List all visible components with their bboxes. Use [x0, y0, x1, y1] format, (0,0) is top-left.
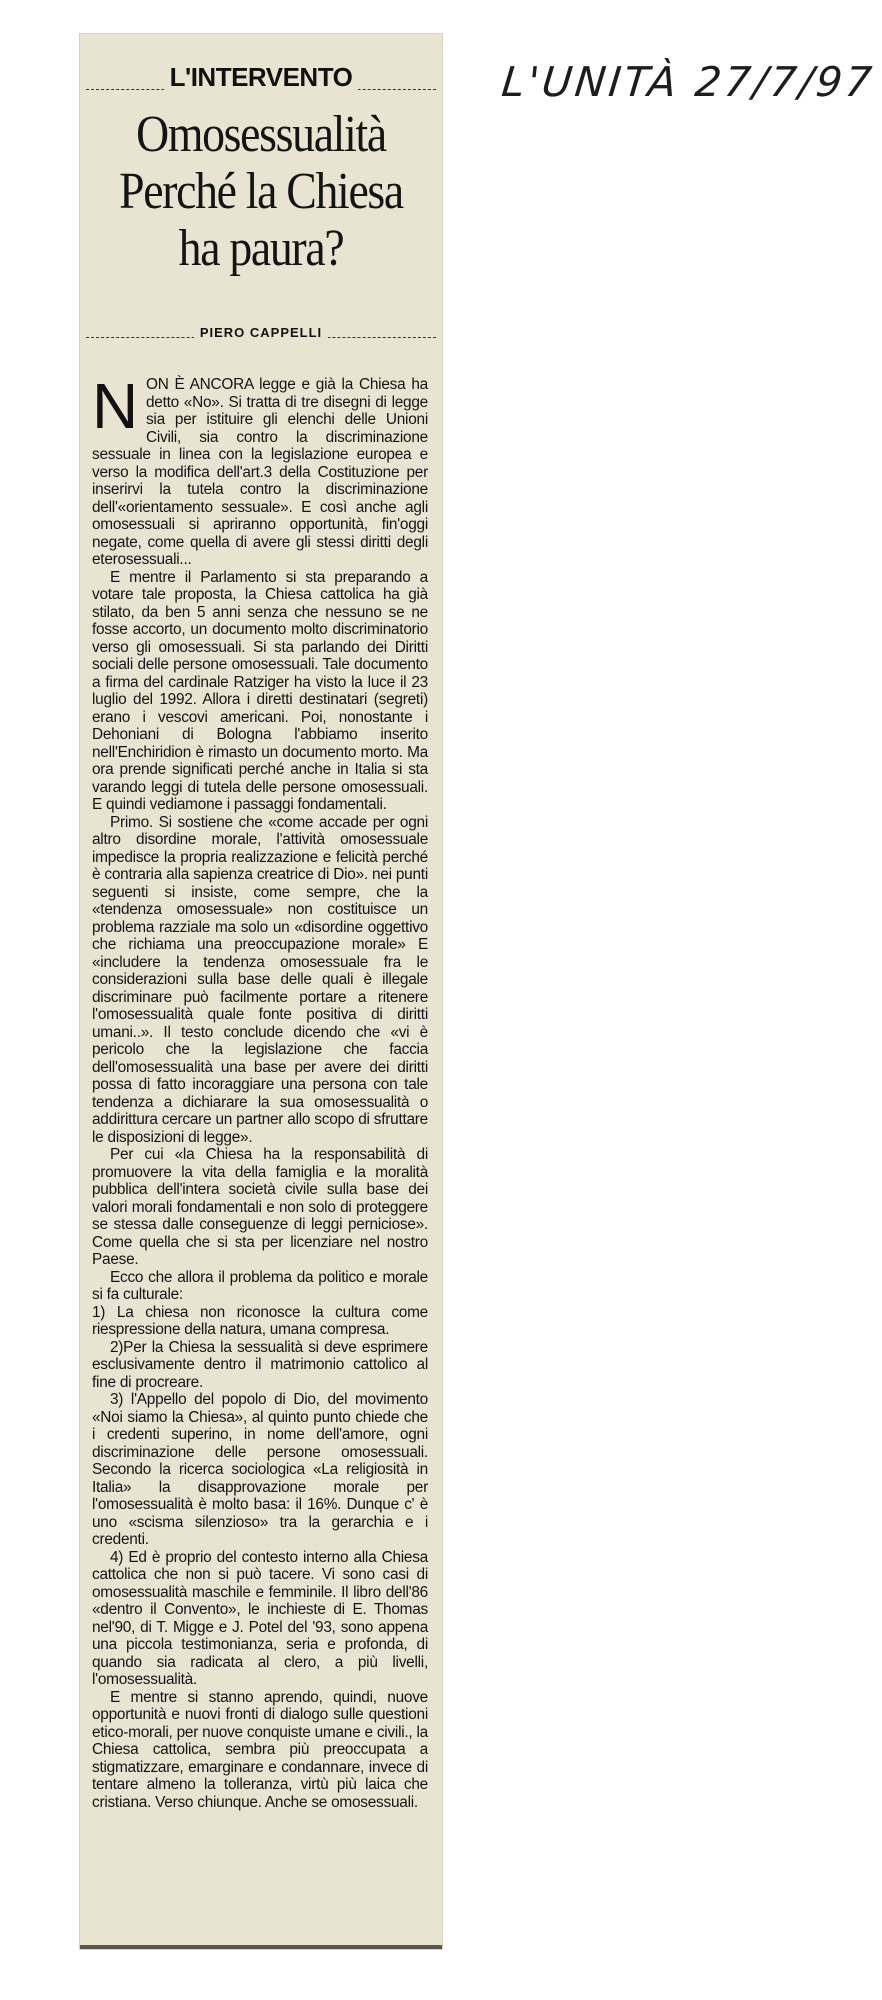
article-body — [92, 370, 428, 1811]
article-paragraph: E mentre il Parlamento si sta preparando a votare tale proposta, la Chiesa cattolica ha già stilato, da ben 5 anni senza che nessuno se ne fosse accorto, un documento molto discriminatorio verso gli omosessuali. Si sta parlando dei Diritti sociali delle persone omosessuali. Tale documento a firma del cardinale Ratziger ha visto la luce il 23 luglio del 1992. Allora i diretti destinatari (segreti) erano i vescovi americani. Poi, nonostante i Dehoniani di Bologna l'abbiamo inserito nell'Enchiridion è rimasto un documento morto. Ma ora prende significati perché anche in Italia si sta varando leggi di tutela delle persone omosessuali. E quindi vediamone i passaggi fondamentali. — [92, 568, 428, 813]
kicker-header — [86, 62, 436, 102]
article-list-item: 3) l'Appello del popolo di Dio, del movimento «Noi siamo la Chiesa», al quinto punto chiede che i credenti superino, in nome dell'amore, ogni discriminazione delle persone omosessuali. Secondo la ricerca sociologica «La religiosità in Italia» la disapprovazione morale per l'omosessualità è molto basa: il 16%. Dunque c' è uno «scisma silenzioso» tra la gerarchia e i credenti. — [92, 1391, 428, 1548]
headline-line-3: ha paura? — [178, 220, 344, 277]
article-paragraph: Per cui «la Chiesa ha la responsabilità di promuovere la vita della famiglia e la moralità pubblica dell'intera società civile sulla base dei valori morali fondamentali e non solo di proteggere se stessa dalle conseguenze di leggi perniciose». Come quella che si sta per licenziare nel nostro Paese. — [92, 1146, 428, 1268]
byline-row — [86, 324, 436, 348]
paragraph-text: legge e già la Chiesa ha detto «No». Si tratta di tre disegni di legge sia per istituire gli elenchi delle Unioni Civili, sia contro la discriminazione sessuale in linea con la legislazione europea e verso la modifica dell'art.3 della Costituzione per inserirvi la tutela contro la discriminazione dell'«orientamento sessuale». E così anche agli omosessuali si apriranno opportunità, fin'oggi negate, come quella di avere gli stessi diritti degli eterosessuali... — [92, 376, 428, 568]
author-byline: PIERO CAPPELLI — [194, 325, 328, 340]
drop-cap: N — [92, 370, 138, 442]
headline-line-2: Perché la Chiesa — [119, 163, 403, 220]
newspaper-clipping — [80, 34, 442, 1949]
article-list-item: 1) La chiesa non riconosce la cultura come riespressione della natura, umana compresa. — [92, 1303, 428, 1338]
article-paragraph — [92, 370, 428, 569]
kicker-label: L'INTERVENTO — [164, 62, 359, 93]
handwritten-source-date: L'UNITÀ 27/7/97 — [499, 58, 877, 106]
article-paragraph: Ecco che allora il problema da politico e morale si fa culturale: — [92, 1268, 428, 1303]
article-list-item: 2)Per la Chiesa la sessualità si deve esprimere esclusivamente dentro il matrimonio cattolico al fine di procreare. — [92, 1338, 428, 1391]
article-list-item: 4) Ed è proprio del contesto interno alla Chiesa cattolica che non si può tacere. Vi sono casi di omosessualità maschile e femminile. Il libro dell'86 «dentro il Convento», le inchieste di E. Thomas nel'90, di T. Migge e J. Potel del '93, sono appena una piccola testimonianza, seria e profonda, di quando sia radicata al clero, a più livelli, l'omosessualità. — [92, 1548, 428, 1688]
article-paragraph: Primo. Si sostiene che «come accade per ogni altro disordine morale, l'attività omosessuale impedisce la propria realizzazione e felicità perché è contraria alla sapienza creatrice di Dio». nei punti seguenti si insiste, come sempre, che la «tendenza omosessuale» non costituisce un problema razziale ma solo un «disordine oggettivo che richiama una preoccupazione morale» E «includere la tendenza omosessuale fra le considerazioni sulla base delle quali è illegale discriminare può facilmente portare a ritenere l'omosessualità quale fonte positiva di diritti umani..». Il testo conclude dicendo che «vi è pericolo che la legislazione che faccia dell'omosessualità una base per avere dei diritti possa di fatto incoraggiare una persona con tale tendenza a dichiarare la sua omosessualità o addirittura cercare un partner allo scopo di sfruttare le disposizioni di legge». — [92, 813, 428, 1146]
article-headline — [105, 106, 417, 277]
headline-line-1: Omosessualità — [136, 106, 386, 163]
clipping-bottom-edge — [80, 1945, 442, 1949]
lead-in-caps: ON È ANCORA — [145, 376, 254, 393]
article-paragraph: E mentre si stanno aprendo, quindi, nuove opportunità e nuovi fronti di dialogo sulle questioni etico-morali, per nuove conquiste umane e civili., la Chiesa cattolica, sembra più preoccupata a stigmatizzare, emarginare e condannare, invece di tentare almeno la tolleranza, virtù più laica che cristiana. Verso chiunque. Anche se omosessuali. — [92, 1688, 428, 1811]
